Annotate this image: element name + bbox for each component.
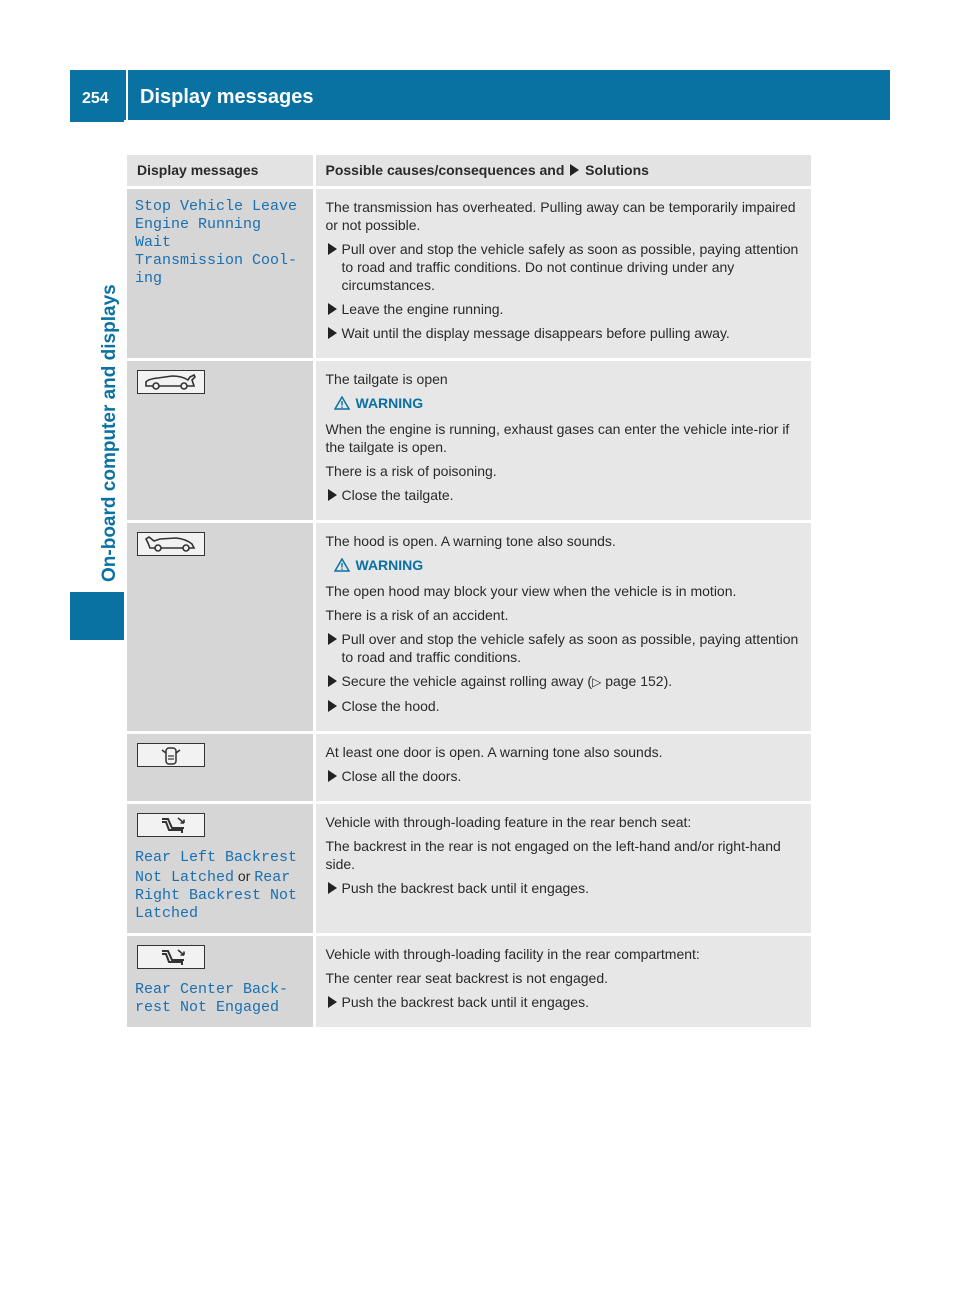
message-cell bbox=[127, 733, 314, 803]
step-text: Wait until the display message disappears before pulling away. bbox=[341, 325, 730, 341]
solution-step bbox=[326, 767, 804, 785]
solution-cell bbox=[314, 522, 811, 733]
description-text: The center rear seat backrest is not engaged. bbox=[325, 970, 608, 986]
display-messages-table bbox=[127, 155, 811, 1030]
warning-triangle-icon bbox=[334, 558, 350, 572]
description-text: The transmission has overheated. Pulling away can be temporarily impaired or not possible. bbox=[325, 199, 796, 233]
solution-step bbox=[326, 324, 804, 342]
message-text: Right Backrest Not bbox=[135, 887, 298, 904]
table-row bbox=[127, 935, 811, 1029]
tailgate-open-icon bbox=[137, 370, 205, 394]
hood-open-icon bbox=[137, 532, 205, 556]
step-text: Push the backrest back until it engages. bbox=[341, 880, 589, 896]
description-text: The open hood may block your view when the vehicle is in motion. bbox=[325, 583, 737, 599]
solution-step bbox=[326, 697, 804, 715]
solution-cell bbox=[314, 188, 811, 360]
message-text: Transmission Cool‐ bbox=[135, 252, 298, 269]
solution-step bbox=[326, 630, 804, 666]
step-arrow-icon bbox=[328, 770, 337, 782]
description-text: There is a risk of poisoning. bbox=[325, 463, 497, 479]
page-number: 254 bbox=[82, 90, 109, 107]
message-cell bbox=[127, 188, 314, 360]
step-text: Push the backrest back until it engages. bbox=[341, 994, 589, 1010]
table-row bbox=[127, 733, 811, 803]
column-header-messages bbox=[127, 155, 314, 188]
message-cell bbox=[127, 803, 314, 935]
message-text: Rear Left Backrest bbox=[135, 849, 298, 866]
header-divider bbox=[126, 70, 128, 120]
table-row bbox=[127, 522, 811, 733]
step-arrow-icon bbox=[328, 675, 337, 687]
page-title: Display messages bbox=[140, 86, 314, 108]
message-text: rest Not Engaged bbox=[135, 999, 280, 1016]
step-arrow-icon bbox=[328, 882, 337, 894]
step-text: Pull over and stop the vehicle safely as soon as possible, paying attention to road and traffic conditions. Do not continue driving under any circumstances. bbox=[341, 241, 799, 293]
description-text: When the engine is running, exhaust gases can enter the vehicle inte-rior if the tailgate is open. bbox=[325, 421, 790, 455]
table-row bbox=[127, 803, 811, 935]
chapter-label-area bbox=[70, 122, 124, 592]
step-arrow-icon bbox=[328, 489, 337, 501]
solution-cell bbox=[314, 935, 811, 1029]
step-arrow-icon bbox=[328, 633, 337, 645]
message-text: Stop Vehicle Leave bbox=[135, 198, 298, 215]
chapter-label: On-board computer and displays bbox=[97, 278, 123, 588]
page-reference-link[interactable]: page 152). bbox=[605, 673, 673, 689]
solution-step bbox=[326, 486, 804, 504]
page-reference-marker: ▷ bbox=[592, 675, 602, 689]
step-arrow-icon bbox=[328, 327, 337, 339]
solution-step bbox=[326, 240, 804, 294]
description-text: Vehicle with through-loading facility in the rear compartment: bbox=[325, 946, 700, 962]
message-text: Engine Running Wait bbox=[135, 216, 262, 251]
solution-arrow-icon bbox=[570, 164, 579, 176]
page-header bbox=[70, 70, 890, 120]
message-text: Not Latched bbox=[135, 869, 235, 886]
column-header-causes-label: Possible causes/consequences and bbox=[325, 162, 565, 178]
step-text: Secure the vehicle against rolling away ( bbox=[341, 673, 593, 689]
step-text: Close all the doors. bbox=[341, 768, 462, 784]
step-text: Close the hood. bbox=[341, 698, 440, 714]
table-row bbox=[127, 188, 811, 360]
solution-cell bbox=[314, 733, 811, 803]
column-header-messages-label: Display messages bbox=[137, 162, 259, 178]
table-header-row bbox=[127, 155, 811, 188]
description-text: The hood is open. A warning tone also sounds. bbox=[325, 533, 616, 549]
message-text: Latched bbox=[135, 905, 199, 922]
message-cell bbox=[127, 360, 314, 522]
solution-cell bbox=[314, 360, 811, 522]
solution-cell bbox=[314, 803, 811, 935]
description-text: At least one door is open. A warning tone also sounds. bbox=[325, 744, 663, 760]
step-text: Leave the engine running. bbox=[341, 301, 504, 317]
backrest-icon bbox=[137, 813, 205, 837]
solution-step bbox=[326, 300, 804, 318]
message-cell bbox=[127, 935, 314, 1029]
column-header-solutions-label: Solutions bbox=[585, 162, 649, 178]
step-text: Pull over and stop the vehicle safely as soon as possible, paying attention to road and traffic conditions. bbox=[341, 631, 799, 665]
warning-heading bbox=[334, 556, 804, 574]
or-separator: or bbox=[237, 868, 251, 884]
warning-triangle-icon bbox=[334, 396, 350, 410]
column-header-causes bbox=[314, 155, 811, 188]
step-arrow-icon bbox=[328, 700, 337, 712]
message-text: Rear bbox=[254, 869, 291, 886]
step-arrow-icon bbox=[328, 303, 337, 315]
step-text: Close the tailgate. bbox=[341, 487, 454, 503]
door-open-icon bbox=[137, 743, 205, 767]
solution-step bbox=[326, 672, 804, 691]
step-arrow-icon bbox=[328, 996, 337, 1008]
message-text: ing bbox=[135, 270, 163, 287]
backrest-icon bbox=[137, 945, 205, 969]
description-text: The tailgate is open bbox=[325, 371, 448, 387]
description-text: The backrest in the rear is not engaged on the left-hand and/or right-hand side. bbox=[325, 838, 781, 872]
description-text: Vehicle with through-loading feature in the rear bench seat: bbox=[325, 814, 692, 830]
table-row bbox=[127, 360, 811, 522]
description-text: There is a risk of an accident. bbox=[325, 607, 509, 623]
step-arrow-icon bbox=[328, 243, 337, 255]
message-cell bbox=[127, 522, 314, 733]
warning-label: WARNING bbox=[355, 557, 424, 573]
solution-step bbox=[326, 993, 804, 1011]
solution-step bbox=[326, 879, 804, 897]
message-text: Rear Center Back‐ bbox=[135, 981, 289, 998]
warning-label: WARNING bbox=[355, 395, 424, 411]
warning-heading bbox=[334, 394, 804, 412]
